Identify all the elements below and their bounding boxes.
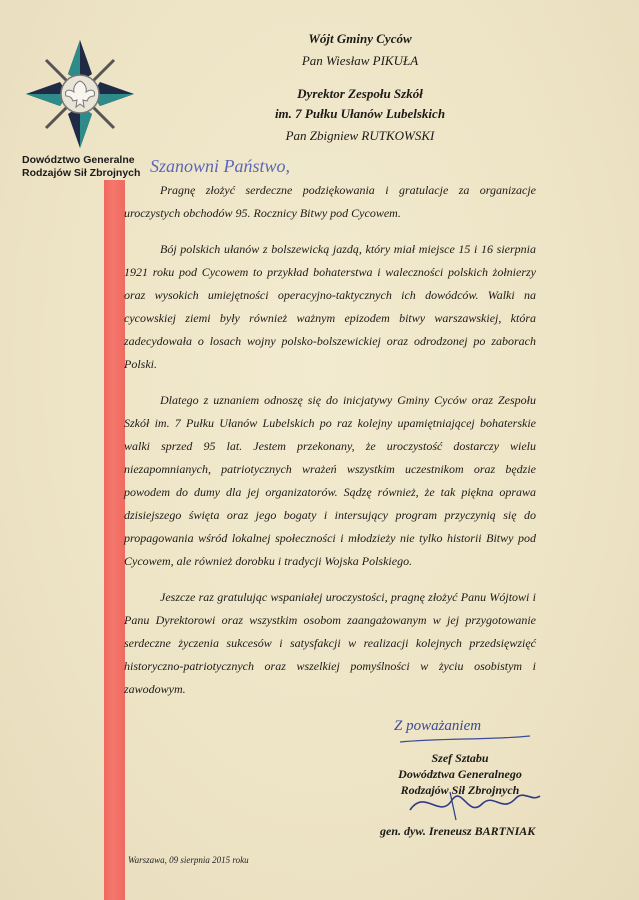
letter-body xyxy=(124,179,536,714)
handwritten-closing xyxy=(380,712,560,752)
closing-text: Z poważaniem xyxy=(394,718,482,734)
addressee-line: Pan Zbigniew RUTKOWSKI xyxy=(285,128,435,143)
letter-paragraph: Dlatego z uznaniem odnoszę się do inicjatywy Gminy Cyców oraz Zespołu Szkół im. 7 Pułku Ułanów Lubelskich po raz kolejny upamiętniającej bohaterskie walki sprzed 95 lat. Jestem przekonany, że uroczystość dostarczy wielu niezapomnianych, patriotycznych wrażeń wszystkim uczestnikom oraz będzie powodem do dumy dla jej organizatorów. Sądzę również, że tak piękna oprawa dzisiejszego święta oraz jego bogaty i intersujący program przyczynią się do propagowania wśród lokalnej społeczności i młodzieży nie tylko historii Bitwy pod Cycowem, ale również dorobku i tradycji Wojska Polskiego. xyxy=(124,393,536,568)
signer-name: gen. dyw. Ireneusz BARTNIAK xyxy=(380,824,536,838)
addressee-line: im. 7 Pułku Ułanów Lubelskich xyxy=(274,106,446,121)
letter-paragraph: Bój polskich ułanów z bolszewicką jazdą, który miał miejsce 15 i 16 sierpnia 1921 roku pod Cycowem to przykład bohaterstwa i waleczności polskich żołnierzy oraz wysokich umiejętności operacyjno-taktycznych ich dowódców. Walki na cycowskiej ziemi były również ważnym epizodem bitwy warszawskiej, która zadecydowała o losach wojny polsko-bolszewickiej oraz odrodzonej po zaborach Polski. xyxy=(124,242,536,371)
addressee-line: Pan Wiesław PIKUŁA xyxy=(301,53,419,68)
place-and-date: Warszawa, 09 sierpnia 2015 roku xyxy=(128,855,249,865)
handwritten-signature-icon xyxy=(390,780,550,830)
signer-title-line: Rodzajów Sił Zbrojnych xyxy=(400,783,520,797)
red-margin-stripe xyxy=(104,180,125,900)
addressee-line: Dyrektor Zespołu Szkół xyxy=(297,86,423,101)
letter-paragraph: Jeszcze raz gratulując wspaniałej uroczystości, pragnę złożyć Panu Wójtowi i Panu Dyrektorowi oraz wszystkim osobom zaangażowanym w jej przygotowanie serdeczne życzenia sukcesów i satysfakcji w realizacji kolejnych przedsięwzięć historyczno-patriotycznych oraz wszelkiej pomyślności w życiu osobistym i zawodowym. xyxy=(124,590,536,696)
military-cross-emblem-icon xyxy=(24,38,136,150)
org-name-line1: Dowództwo Generalne xyxy=(22,154,135,166)
letter-paragraph: Pragnę złożyć serdeczne podziękowania i gratulacje za organizacje uroczystych obchodów 95. Rocznicy Bitwy pod Cycowem. xyxy=(124,183,536,220)
org-name-line2: Rodzajów Sił Zbrojnych xyxy=(22,167,141,179)
addressee-line: Wójt Gminy Cyców xyxy=(308,31,412,46)
salutation-text: Szanowni Państwo, xyxy=(150,156,291,176)
signer-title-line: Szef Sztabu xyxy=(431,751,489,765)
signer-title-line: Dowództwa Generalnego xyxy=(398,767,522,781)
